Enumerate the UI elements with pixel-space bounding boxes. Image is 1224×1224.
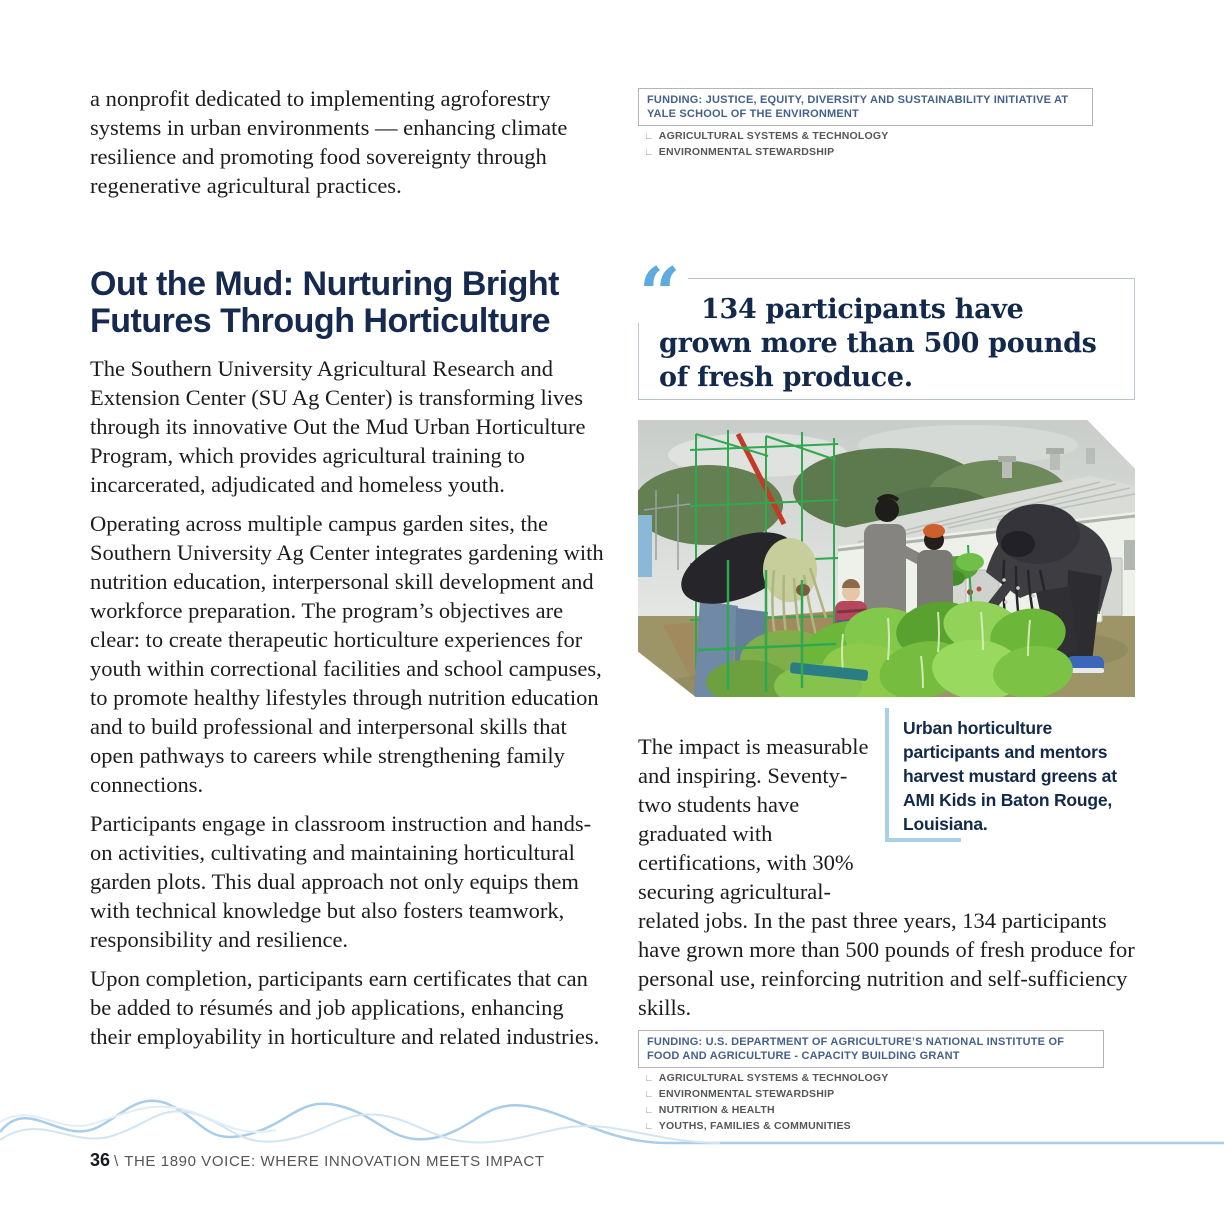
footer-separator: \ — [114, 1153, 119, 1170]
funding-tag-label: ENVIRONMENTAL STEWARDSHIP — [658, 1088, 835, 1100]
funding-label: FUNDING: JUSTICE, EQUITY, DIVERSITY AND SUSTAINABILITY INITIATIVE AT YALE SCHOOL OF THE ENVIRONMENT — [647, 94, 1069, 120]
funding-tag-label: AGRICULTURAL SYSTEMS & TECHNOLOGY — [658, 130, 889, 142]
impact-paragraph: The impact is measurable and inspiring. Seventy-two students have graduated with certifications, with 30% securing agricultural-related jobs. In the past three years, 134 participants have grown more than 500 pounds of fresh produce for personal use, reinforcing nutrition and self-sufficiency skills. — [638, 734, 1135, 1020]
caption-bracket-vertical — [885, 708, 889, 838]
funding-tags — [644, 130, 1135, 158]
corner-marker-icon: ∟ — [644, 1072, 654, 1084]
pull-quote — [638, 251, 1135, 400]
funding-tag-label: YOUTHS, FAMILIES & COMMUNITIES — [658, 1120, 851, 1132]
impact-section — [638, 706, 1135, 1032]
funding-tag-label: ENVIRONMENTAL STEWARDSHIP — [658, 146, 835, 158]
funding-tag-label: AGRICULTURAL SYSTEMS & TECHNOLOGY — [658, 1072, 889, 1084]
corner-marker-icon: ∟ — [644, 1088, 654, 1100]
intro-paragraph: a nonprofit dedicated to implementing agroforestry systems in urban environments — enhancing climate resilience and promoting food sovereignty through regenerative agricultural practices. — [90, 86, 568, 198]
page-footer — [90, 1150, 545, 1171]
article-paragraph: Upon completion, participants earn certificates that can be added to résumés and job applications, enhancing their employability in horticulture and related industries. — [90, 966, 600, 1049]
photo-caption: Urban horticulture participants and mentors harvest mustard greens at AMI Kids in Baton Rouge, Louisiana. — [903, 718, 1117, 834]
funding-tag — [644, 1072, 1135, 1084]
funding-tag-label: NUTRITION & HEALTH — [658, 1104, 775, 1116]
funding-box — [638, 88, 1093, 126]
quotation-mark-icon: “ — [635, 265, 688, 323]
photo-caption-box — [885, 706, 1135, 902]
funding-block-top — [638, 88, 1135, 158]
funding-label: FUNDING: U.S. DEPARTMENT OF AGRICULTURE’S NATIONAL INSTITUTE OF FOOD AND AGRICULTURE - CAPACITY BUILDING GRANT — [647, 1036, 1065, 1062]
page-number: 36 — [90, 1150, 111, 1170]
wave-decoration — [0, 1086, 1224, 1150]
photo-blue-structure — [638, 515, 652, 577]
left-column — [90, 84, 604, 1061]
funding-tag — [644, 130, 1135, 142]
corner-marker-icon: ∟ — [644, 1120, 654, 1132]
corner-marker-icon: ∟ — [644, 146, 654, 158]
corner-marker-icon: ∟ — [644, 130, 654, 142]
article-paragraph: Participants engage in classroom instruction and hands-on activities, cultivating and maintaining horticultural garden plots. This dual approach not only equips them with technical knowledge but also fosters teamwork, responsibility and resilience. — [90, 811, 592, 952]
article-title: Out the Mud: Nurturing Bright Futures Through Horticulture — [90, 265, 559, 340]
article-paragraph: Operating across multiple campus garden sites, the Southern University Ag Center integrates gardening with nutrition education, interpersonal skill development and workforce preparation. The program’s objectives are clear: to create therapeutic horticulture experiences for youth within correctional facilities and school campuses, to promote healthy lifestyles through nutrition education and to build professional and interpersonal skills that open pathways to careers while strengthening family connections. — [90, 511, 604, 797]
corner-marker-icon: ∟ — [644, 1104, 654, 1116]
caption-bracket-horizontal — [885, 838, 961, 842]
footer-title: THE 1890 VOICE: WHERE INNOVATION MEETS IMPACT — [124, 1153, 545, 1170]
funding-box — [638, 1030, 1104, 1068]
garden-photo — [638, 420, 1135, 697]
pull-quote-text: 134 participants have grown more than 500 pounds of fresh produce. — [659, 294, 1097, 393]
funding-tag — [644, 146, 1135, 158]
article-paragraph: The Southern University Agricultural Research and Extension Center (SU Ag Center) is transforming lives through its innovative Out the Mud Urban Horticulture Program, which provides agricultural training to incarcerated, adjudicated and homeless youth. — [90, 356, 586, 497]
